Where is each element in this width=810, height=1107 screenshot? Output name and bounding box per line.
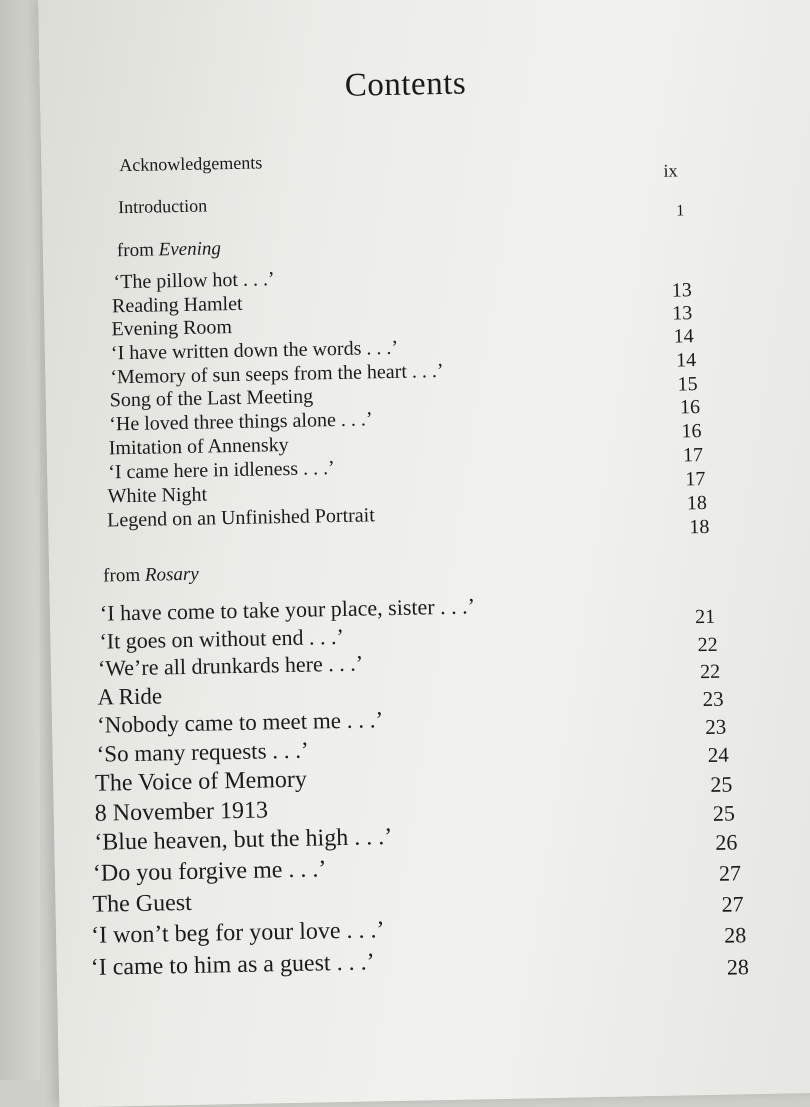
toc-entry-label: ‘It goes on without end . . .’	[99, 623, 345, 654]
toc-entry-label: Legend on an Unfinished Portrait	[106, 504, 376, 532]
toc-entry-page: 13	[671, 279, 693, 302]
toc-entry	[108, 458, 335, 482]
toc-entry	[97, 684, 162, 708]
toc-entry-page: 14	[675, 349, 697, 372]
toc-entry-page: 23	[704, 714, 727, 740]
toc-entry-page: 23	[702, 686, 724, 712]
toc-entry	[110, 361, 444, 387]
toc-entry-label: ‘Do you forgive me . . .’	[92, 856, 327, 887]
toc-entry-label: 8 November 1913	[94, 797, 269, 827]
adjacent-page-edge	[0, 0, 40, 1080]
toc-entry	[113, 269, 274, 292]
toc-entry-label: ‘So many requests . . .’	[96, 737, 309, 767]
toc-entry-page: 27	[721, 891, 744, 917]
toc-entry	[96, 739, 308, 766]
toc-entry-page: 24	[707, 742, 729, 767]
toc-entry	[97, 650, 364, 681]
toc-entry-label: ‘I came here in idleness . . .’	[107, 457, 335, 484]
toc-entry-page: 15	[677, 373, 698, 396]
toc-entry-page: 13	[672, 302, 693, 325]
toc-entry	[94, 825, 392, 855]
toc-entry-page: 16	[679, 396, 701, 419]
toc-entry-label: Song of the Last Meeting	[109, 385, 314, 412]
toc-entry-page: 21	[694, 605, 716, 629]
toc-entry	[90, 950, 374, 979]
section-title: Evening	[158, 238, 222, 261]
toc-entry-label: Acknowledgements	[119, 152, 263, 176]
section-heading-evening	[117, 239, 221, 260]
toc-entry	[107, 505, 375, 530]
toc-entry-label: The Guest	[92, 889, 193, 918]
toc-entry-page: 28	[723, 922, 747, 948]
toc-entry	[112, 294, 243, 317]
toc-entry-page: 28	[726, 954, 750, 980]
toc-entry	[91, 918, 385, 948]
toc-entry	[100, 595, 475, 624]
toc-entry-label: ‘We’re all drunkards here . . .’	[97, 650, 364, 681]
section-title: Rosary	[144, 563, 199, 586]
toc-entry-page: 17	[682, 444, 704, 467]
toc-entry-page: 22	[697, 633, 718, 657]
toc-entry-page: 25	[710, 771, 733, 797]
toc-entry-label: ‘Blue heaven, but the high . . .’	[94, 824, 393, 856]
toc-entry-label: The Voice of Memory	[94, 766, 308, 797]
toc-entry-label: ‘Nobody came to meet me . . .’	[96, 707, 384, 738]
toc-entry	[95, 768, 307, 796]
toc-entry-label: Imitation of Annensky	[108, 433, 289, 460]
toc-entry-page: 16	[681, 420, 702, 443]
toc-entry	[110, 386, 314, 410]
toc-entry-label: ‘I won’t beg for your love . . .’	[90, 917, 385, 949]
toc-entry	[97, 708, 384, 736]
toc-entry-label: White Night	[107, 483, 208, 508]
toc-entry-acknowledgements	[119, 151, 262, 175]
toc-entry-page: 14	[673, 325, 694, 348]
toc-entry-label: A Ride	[97, 683, 163, 710]
toc-entry-label: Evening Room	[111, 316, 233, 341]
toc-entry	[92, 891, 192, 917]
toc-entry	[107, 485, 207, 507]
section-prefix: from	[102, 564, 146, 587]
toc-entry-page: 25	[712, 800, 736, 826]
toc-entry	[109, 409, 373, 434]
toc-entry-label: ‘I came to him as a guest . . .’	[90, 949, 375, 981]
toc-entry-page: 1	[676, 202, 685, 220]
toc-entry	[99, 623, 345, 654]
toc-entry-label: ‘The pillow hot . . .’	[113, 268, 275, 294]
toc-entry-label: ‘I have written down the words . . .’	[110, 336, 399, 365]
toc-entry-label: Introduction	[117, 195, 208, 218]
toc-entry-page: 27	[718, 860, 742, 886]
section-prefix: from	[116, 239, 159, 262]
toc-entry	[109, 435, 289, 458]
toc-entry	[95, 798, 269, 825]
toc-entry-page: 18	[689, 515, 710, 539]
toc-entry	[111, 338, 398, 364]
toc-entry-label: ‘I have come to take your place, sister . . .’	[99, 593, 476, 626]
page-title: Contents	[344, 65, 467, 104]
toc-entry-introduction	[118, 196, 207, 217]
toc-entry-label: ‘Memory of sun seeps from the heart . . .’	[110, 359, 444, 389]
toc-entry	[111, 317, 232, 339]
toc-entry-page: 22	[699, 660, 721, 684]
section-heading-rosary	[103, 565, 199, 586]
toc-entry	[93, 857, 327, 885]
toc-entry-page: 18	[686, 491, 708, 515]
toc-entry-page: 17	[685, 467, 706, 491]
toc-entry-label: Reading Hamlet	[111, 292, 243, 318]
toc-entry-page: 26	[715, 829, 738, 855]
toc-entry-label: ‘He loved three things alone . . .’	[109, 408, 373, 436]
toc-entry-page: ix	[663, 160, 678, 181]
book-page	[38, 0, 810, 1107]
